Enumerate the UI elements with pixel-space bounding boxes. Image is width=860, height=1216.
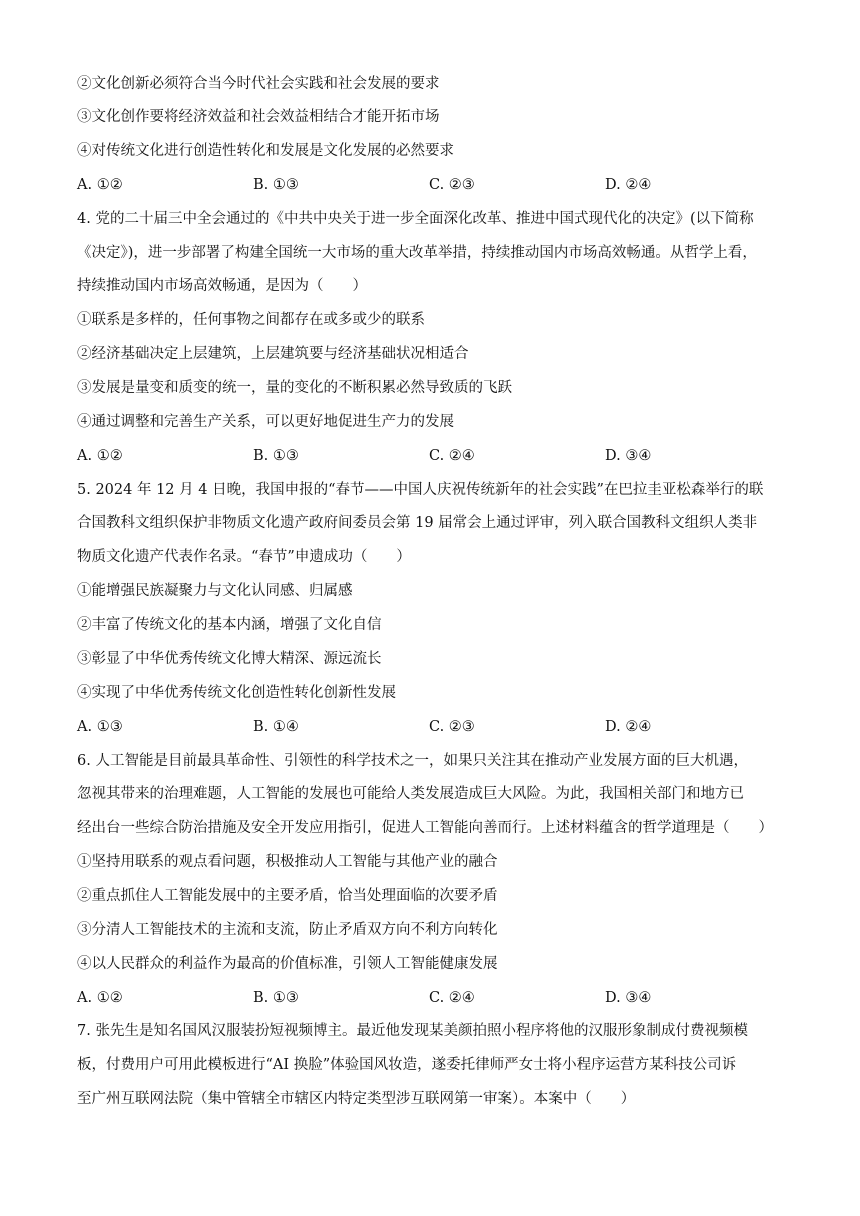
q3-statement-2: ②文化创新必须符合当今时代社会实践和社会发展的要求 bbox=[77, 76, 440, 92]
q4-option-d: D. ③④ bbox=[605, 448, 652, 464]
q7-stem-line-1: 7. 张先生是知名国风汉服装扮短视频博主。最近他发现某美颜拍照小程序将他的汉服形象制成付费视频模 bbox=[77, 1023, 748, 1039]
q5-stem-line-2: 合国教科文组织保护非物质文化遗产政府间委员会第 19 届常会上通过评审，列入联合国教科文组织人类非 bbox=[77, 515, 758, 531]
q6-statement-1: ①坚持用联系的观点看问题，积极推动人工智能与其他产业的融合 bbox=[77, 854, 498, 870]
q5-option-b: B. ①④ bbox=[253, 719, 299, 735]
q4-options bbox=[77, 446, 787, 466]
q4-stem-line-3: 持续推动国内市场高效畅通，是因为（ ） bbox=[77, 278, 367, 294]
q5-statement-1: ①能增强民族凝聚力与文化认同感、归属感 bbox=[77, 583, 353, 599]
q5-option-a: A. ①③ bbox=[77, 719, 123, 735]
q3-option-a: A. ①② bbox=[77, 177, 123, 193]
q5-stem-line-1: 5. 2024 年 12 月 4 日晚，我国申报的“春节——中国人庆祝传统新年的社会实践”在巴拉圭亚松森举行的联 bbox=[77, 482, 764, 498]
q5-statement-2: ②丰富了传统文化的基本内涵，增强了文化自信 bbox=[77, 617, 382, 633]
q5-option-d: D. ②④ bbox=[605, 719, 652, 735]
q7-stem-line-2: 板，付费用户可用此模板进行“AI 换脸”体验国风妆造，遂委托律师严女士将小程序运营方某科技公司诉 bbox=[77, 1057, 737, 1073]
q5-statement-3: ③彰显了中华优秀传统文化博大精深、源远流长 bbox=[77, 651, 382, 667]
q6-stem-line-3: 经出台一些综合防治措施及安全开发应用指引，促进人工智能向善而行。上述材料蕴含的哲学道理是（ ） bbox=[77, 820, 773, 836]
q4-statement-4: ④通过调整和完善生产关系，可以更好地促进生产力的发展 bbox=[77, 414, 454, 430]
q6-option-c: C. ②④ bbox=[429, 990, 475, 1006]
q4-statement-2: ②经济基础决定上层建筑，上层建筑要与经济基础状况相适合 bbox=[77, 346, 469, 362]
q3-option-c: C. ②③ bbox=[429, 177, 475, 193]
q5-stem-line-3: 物质文化遗产代表作名录。“春节”申遗成功（ ） bbox=[77, 549, 411, 565]
q6-statement-4: ④以人民群众的利益作为最高的价值标准，引领人工智能健康发展 bbox=[77, 956, 498, 972]
q3-options bbox=[77, 175, 787, 195]
q4-statement-3: ③发展是量变和质变的统一，量的变化的不断积累必然导致质的飞跃 bbox=[77, 380, 512, 396]
q3-statement-4: ④对传统文化进行创造性转化和发展是文化发展的必然要求 bbox=[77, 143, 454, 159]
q6-stem-line-1: 6. 人工智能是目前最具革命性、引领性的科学技术之一，如果只关注其在推动产业发展方面的巨大机遇， bbox=[77, 753, 748, 769]
q6-option-a: A. ①② bbox=[77, 990, 123, 1006]
q4-option-c: C. ②④ bbox=[429, 448, 475, 464]
q4-statement-1: ①联系是多样的，任何事物之间都存在或多或少的联系 bbox=[77, 312, 425, 328]
q5-statement-4: ④实现了中华优秀传统文化创造性转化创新性发展 bbox=[77, 685, 396, 701]
q7-stem-line-3: 至广州互联网法院（集中管辖全市辖区内特定类型涉互联网第一审案）。本案中（ ） bbox=[77, 1091, 636, 1107]
q6-stem-line-2: 忽视其带来的治理难题，人工智能的发展也可能给人类发展造成巨大风险。为此，我国相关部门和地方已 bbox=[77, 786, 744, 802]
q4-option-b: B. ①③ bbox=[253, 448, 299, 464]
q6-statement-2: ②重点抓住人工智能发展中的主要矛盾，恰当处理面临的次要矛盾 bbox=[77, 888, 498, 904]
q6-option-b: B. ①③ bbox=[253, 990, 299, 1006]
q6-statement-3: ③分清人工智能技术的主流和支流，防止矛盾双方向不利方向转化 bbox=[77, 922, 498, 938]
q4-stem-line-2: 《决定》)，进一步部署了构建全国统一大市场的重大改革举措，持续推动国内市场高效畅通。从哲学上看， bbox=[77, 245, 757, 261]
q6-option-d: D. ③④ bbox=[605, 990, 652, 1006]
q3-statement-3: ③文化创作要将经济效益和社会效益相结合才能开拓市场 bbox=[77, 109, 440, 125]
q5-options bbox=[77, 717, 787, 737]
q3-option-d: D. ②④ bbox=[605, 177, 652, 193]
q3-option-b: B. ①③ bbox=[253, 177, 299, 193]
q6-options bbox=[77, 988, 787, 1008]
q4-option-a: A. ①② bbox=[77, 448, 123, 464]
q5-option-c: C. ②③ bbox=[429, 719, 475, 735]
q4-stem-line-1: 4. 党的二十届三中全会通过的《中共中央关于进一步全面深化改革、推进中国式现代化的决定》(以下简称 bbox=[77, 211, 754, 227]
